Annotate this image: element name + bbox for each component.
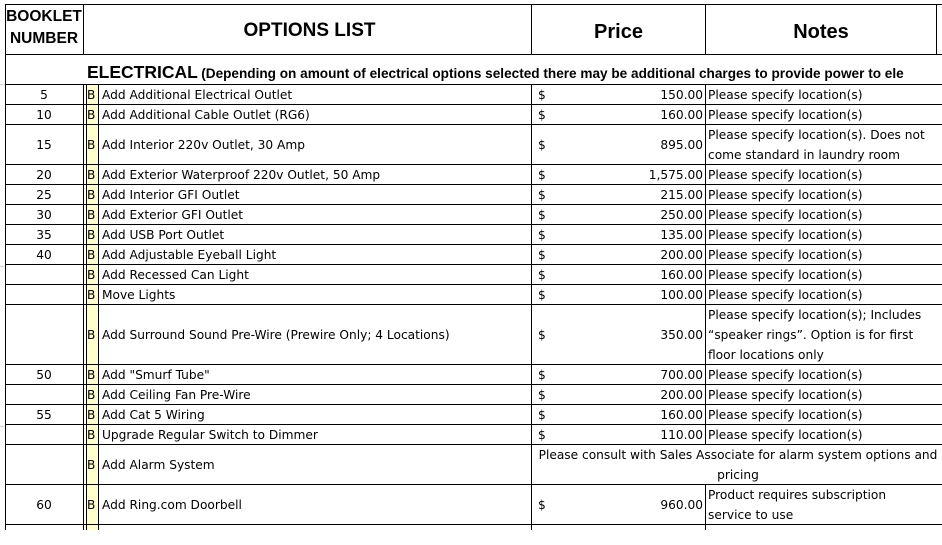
price-cell[interactable]: 150.00 <box>660 88 703 102</box>
section-electrical[interactable] <box>87 59 942 85</box>
booklet-number-cell[interactable]: 25 <box>36 188 52 202</box>
currency-symbol: $ <box>538 368 546 382</box>
row-border <box>5 304 942 305</box>
price-cell[interactable]: 160.00 <box>660 268 703 282</box>
row-border <box>5 484 942 485</box>
notes-cell[interactable] <box>708 225 942 245</box>
option-name-cell[interactable]: Add Exterior GFI Outlet <box>102 208 244 222</box>
notes-cell[interactable] <box>708 485 942 525</box>
booklet-number-cell[interactable] <box>5 285 83 305</box>
section-bottom-border <box>5 84 942 85</box>
table-row[interactable] <box>0 165 942 185</box>
booklet-number-cell[interactable]: 50 <box>36 368 52 382</box>
notes-line: Please specify location(s) <box>708 208 863 222</box>
currency-symbol: $ <box>538 268 546 282</box>
booklet-number-cell[interactable]: 35 <box>36 228 52 242</box>
booklet-number-cell[interactable] <box>5 445 83 485</box>
b-marker-cell[interactable]: B <box>87 288 96 302</box>
option-name-cell[interactable]: Add Ceiling Fan Pre-Wire <box>102 388 251 402</box>
notes-cell[interactable] <box>708 185 942 205</box>
option-name-cell[interactable]: Add Alarm System <box>102 458 215 472</box>
row-border <box>5 124 942 125</box>
notes-line: Please specify location(s) <box>708 408 863 422</box>
b-marker-cell[interactable]: B <box>87 368 96 382</box>
booklet-number-cell[interactable] <box>5 385 83 405</box>
currency-symbol: $ <box>538 168 546 182</box>
header-options-list[interactable]: OPTIONS LIST <box>243 20 376 41</box>
currency-symbol: $ <box>538 88 546 102</box>
row-border <box>5 384 942 385</box>
notes-cell[interactable] <box>708 105 942 125</box>
notes-line: Please specify location(s) <box>708 268 863 282</box>
notes-line: Please specify location(s). Does not <box>708 128 925 142</box>
notes-cell[interactable] <box>708 285 942 305</box>
table-row[interactable] <box>0 285 942 305</box>
table-row[interactable] <box>0 205 942 225</box>
table-row[interactable] <box>0 445 942 485</box>
table-row[interactable] <box>0 405 942 425</box>
row-border <box>5 424 942 425</box>
booklet-number-cell[interactable]: 15 <box>36 138 52 152</box>
booklet-number-cell[interactable]: 10 <box>36 108 52 122</box>
notes-line: Product requires subscription <box>708 488 887 502</box>
header-booklet-line1: BOOKLET <box>6 8 82 25</box>
currency-symbol: $ <box>538 108 546 122</box>
notes-line: Please specify location(s) <box>708 108 863 122</box>
notes-line: Please specify location(s); Includes <box>708 308 922 322</box>
notes-cell[interactable] <box>708 85 942 105</box>
notes-line: Please specify location(s) <box>708 168 863 182</box>
row-border <box>5 524 942 525</box>
option-name-cell[interactable]: Move Lights <box>102 288 176 302</box>
option-name-cell[interactable]: Add Recessed Can Light <box>102 268 249 282</box>
b-marker-cell[interactable]: B <box>87 88 96 102</box>
option-name-cell[interactable]: Add USB Port Outlet <box>102 228 225 242</box>
booklet-number-cell[interactable] <box>5 265 83 285</box>
price-cell[interactable]: 1,575.00 <box>648 168 703 182</box>
table-row[interactable] <box>0 265 942 285</box>
price-cell[interactable]: 200.00 <box>660 388 703 402</box>
price-cell[interactable]: 700.00 <box>660 368 703 382</box>
col-border-price <box>705 4 706 54</box>
col-border-booklet <box>83 85 84 530</box>
notes-line: Please specify location(s) <box>708 288 863 302</box>
notes-cell[interactable] <box>708 245 942 265</box>
row-border <box>5 264 942 265</box>
table-row[interactable] <box>0 425 942 445</box>
b-marker-cell[interactable]: B <box>87 248 96 262</box>
booklet-number-cell[interactable]: 60 <box>36 498 52 512</box>
price-cell[interactable]: 135.00 <box>660 228 703 242</box>
currency-symbol: $ <box>538 328 546 342</box>
notes-line: come standard in laundry room <box>708 148 900 162</box>
table-row[interactable] <box>0 485 942 525</box>
table-row[interactable] <box>0 85 942 105</box>
price-cell[interactable]: 215.00 <box>660 188 703 202</box>
currency-symbol: $ <box>538 428 546 442</box>
notes-cell[interactable] <box>708 385 942 405</box>
table-row[interactable] <box>0 245 942 265</box>
b-marker-cell[interactable]: B <box>87 498 96 512</box>
b-marker-cell[interactable]: B <box>87 168 96 182</box>
top-border <box>5 4 942 5</box>
notes-cell[interactable] <box>708 165 942 185</box>
price-cell[interactable]: 100.00 <box>660 288 703 302</box>
table-row[interactable] <box>0 365 942 385</box>
option-name-cell[interactable]: Add "Smurf Tube" <box>102 368 210 382</box>
b-marker-cell[interactable]: B <box>87 388 96 402</box>
notes-cell[interactable] <box>708 305 942 365</box>
row-border <box>5 164 942 165</box>
section-title: ELECTRICAL <box>87 62 198 82</box>
price-cell[interactable]: 160.00 <box>660 108 703 122</box>
currency-symbol: $ <box>538 498 546 512</box>
col-border-price <box>705 85 706 445</box>
row-border <box>5 184 942 185</box>
b-marker-cell[interactable]: B <box>87 108 96 122</box>
option-name-cell[interactable]: Add Cat 5 Wiring <box>102 408 205 422</box>
booklet-number-cell[interactable] <box>5 425 83 445</box>
notes-line: Please specify location(s) <box>708 228 863 242</box>
price-cell[interactable]: 960.00 <box>660 498 703 512</box>
notes-line: Please specify location(s) <box>708 368 863 382</box>
col-border-right <box>936 4 937 54</box>
row-border <box>5 404 942 405</box>
b-marker-cell[interactable]: B <box>87 328 96 342</box>
currency-symbol: $ <box>538 288 546 302</box>
currency-symbol: $ <box>538 388 546 402</box>
header-bottom-border <box>5 54 942 55</box>
price-cell[interactable]: 895.00 <box>660 138 703 152</box>
option-name-cell[interactable]: Add Interior 220v Outlet, 30 Amp <box>102 138 305 152</box>
booklet-number-cell[interactable]: 5 <box>40 88 48 102</box>
price-cell[interactable]: 350.00 <box>660 328 703 342</box>
booklet-number-cell[interactable]: 55 <box>36 408 52 422</box>
notes-cell[interactable] <box>708 205 942 225</box>
currency-symbol: $ <box>538 248 546 262</box>
header-price[interactable]: Price <box>594 21 643 43</box>
option-name-cell[interactable]: Add Additional Electrical Outlet <box>102 88 293 102</box>
notes-line: Please specify location(s) <box>708 248 863 262</box>
currency-symbol: $ <box>538 138 546 152</box>
option-name-cell[interactable]: Add Exterior Waterproof 220v Outlet, 50 Amp <box>102 168 381 182</box>
header-booklet-number[interactable] <box>5 6 83 54</box>
notes-cell[interactable] <box>708 425 942 445</box>
row-border <box>5 284 942 285</box>
currency-symbol: $ <box>538 188 546 202</box>
price-cell[interactable]: 160.00 <box>660 408 703 422</box>
currency-symbol <box>538 525 552 545</box>
notes-line: service to use <box>708 508 794 522</box>
option-name-cell[interactable]: Add Adjustable Eyeball Light <box>102 248 277 262</box>
b-marker-cell[interactable]: B <box>87 408 96 422</box>
header-booklet-line2: NUMBER <box>9 30 79 47</box>
option-name-cell[interactable]: Add Surround Sound Pre-Wire (Prewire Only; 4 Locations) <box>102 328 450 342</box>
b-marker-cell[interactable]: B <box>87 428 96 442</box>
notes-line: floor locations only <box>708 348 824 362</box>
notes-line: Please specify location(s) <box>708 88 863 102</box>
b-marker-cell[interactable]: B <box>87 268 96 282</box>
col-border-b-left <box>86 85 87 530</box>
booklet-number-cell[interactable]: 20 <box>36 168 52 182</box>
col-border-b-right <box>98 85 99 530</box>
col-border-booklet <box>83 4 84 54</box>
notes-cell[interactable] <box>708 405 942 425</box>
booklet-number-cell[interactable] <box>5 305 83 365</box>
booklet-number-cell[interactable]: 30 <box>36 208 52 222</box>
notes-line: “speaker rings”. Option is for first <box>708 328 914 342</box>
table-row[interactable] <box>0 385 942 405</box>
price-cell[interactable]: 110.00 <box>660 428 703 442</box>
header-notes[interactable]: Notes <box>793 21 849 43</box>
row-border <box>5 204 942 205</box>
merged-note-line: pricing <box>717 468 759 482</box>
row-border <box>5 104 942 105</box>
notes-cell[interactable] <box>708 125 942 165</box>
row-border <box>5 224 942 225</box>
col-border-price <box>705 485 706 530</box>
row-border <box>5 244 942 245</box>
booklet-number-cell[interactable]: 40 <box>36 248 52 262</box>
col-border-options <box>531 85 532 530</box>
option-name-cell[interactable]: Add Additional Cable Outlet (RG6) <box>102 108 310 122</box>
merged-note-line: Please consult with Sales Associate for alarm system options and <box>538 448 938 462</box>
col-border-options <box>531 4 532 54</box>
col-border-left <box>5 4 6 530</box>
row-border <box>5 364 942 365</box>
b-marker-cell[interactable]: B <box>87 458 96 472</box>
row-border <box>5 444 942 445</box>
notes-cell[interactable] <box>708 265 942 285</box>
table-row[interactable] <box>0 225 942 245</box>
option-name-cell[interactable]: Upgrade Regular Switch to Dimmer <box>102 428 318 442</box>
table-row[interactable] <box>0 185 942 205</box>
notes-line: Please specify location(s) <box>708 188 863 202</box>
b-marker-cell[interactable]: B <box>87 188 96 202</box>
b-marker-cell[interactable]: B <box>87 228 96 242</box>
b-marker-cell[interactable]: B <box>87 208 96 222</box>
option-name-cell[interactable]: Add Ring.com Doorbell <box>102 498 242 512</box>
currency-symbol: $ <box>538 408 546 422</box>
currency-symbol: $ <box>538 208 546 222</box>
table-row[interactable] <box>0 305 942 365</box>
merged-note-cell[interactable] <box>534 445 942 485</box>
b-marker-cell[interactable]: B <box>87 138 96 152</box>
currency-symbol: $ <box>538 228 546 242</box>
option-name-cell[interactable]: Add Interior GFI Outlet <box>102 188 240 202</box>
table-row[interactable] <box>0 125 942 165</box>
price-cell[interactable]: 200.00 <box>660 248 703 262</box>
table-row[interactable] <box>0 105 942 125</box>
notes-line: Please specify location(s) <box>708 388 863 402</box>
notes-cell[interactable] <box>708 365 942 385</box>
section-subtitle: (Depending on amount of electrical options selected there may be additional charges to provide power to ele <box>201 66 904 81</box>
notes-line: Please specify location(s) <box>708 428 863 442</box>
price-cell[interactable]: 250.00 <box>660 208 703 222</box>
